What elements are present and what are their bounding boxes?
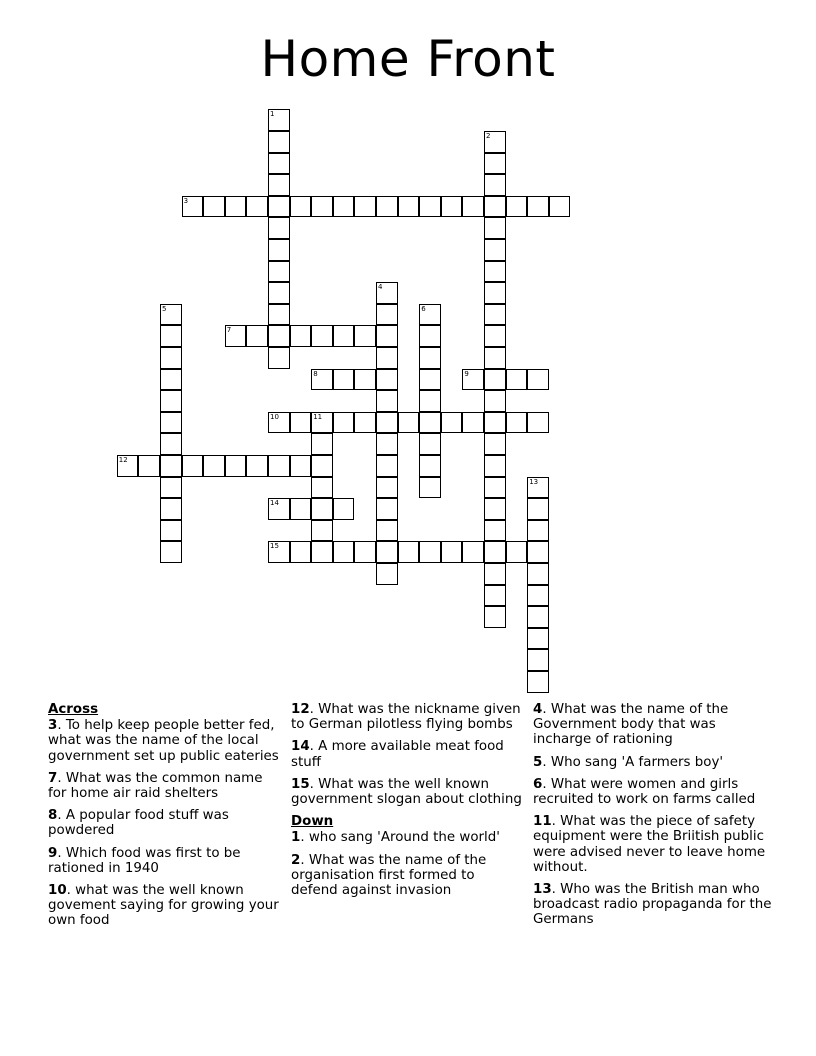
- grid-cell[interactable]: [484, 261, 506, 283]
- clue-across-12: 12. What was the nickname given to German pilotless flying bombs: [291, 702, 521, 733]
- grid-cell[interactable]: [527, 649, 549, 671]
- grid-cell[interactable]: [376, 498, 398, 520]
- grid-cell[interactable]: [268, 412, 290, 434]
- grid-cell[interactable]: [376, 563, 398, 585]
- clue-number: 10: [270, 412, 279, 421]
- clue-across-14: 14. A more available meat food stuff: [291, 739, 504, 770]
- clue-number: 13: [529, 477, 539, 486]
- grid-cell[interactable]: [160, 369, 182, 391]
- grid-cell[interactable]: [246, 196, 268, 218]
- clue-column-2: [291, 702, 523, 905]
- clue-number: 7: [226, 326, 232, 335]
- grid-cell[interactable]: [484, 498, 506, 520]
- grid-cell[interactable]: [419, 304, 441, 326]
- grid-cell[interactable]: [441, 196, 463, 218]
- clue-number: 2: [486, 132, 491, 140]
- grid-cell[interactable]: [398, 541, 420, 563]
- grid-cell[interactable]: [376, 304, 398, 326]
- grid-cell[interactable]: [354, 325, 376, 347]
- grid-cell[interactable]: [376, 433, 398, 455]
- clue-column-3: [533, 702, 773, 935]
- grid-cell[interactable]: [333, 196, 355, 218]
- clue-column-1: [48, 702, 280, 936]
- grid-cell[interactable]: [484, 131, 506, 153]
- grid-cell[interactable]: [333, 498, 355, 520]
- grid-cell[interactable]: [376, 390, 398, 412]
- grid-cell[interactable]: [311, 433, 333, 455]
- grid-cell[interactable]: [484, 239, 506, 261]
- grid-cell[interactable]: [419, 325, 441, 347]
- clue-number: 5: [162, 304, 167, 313]
- grid-cell[interactable]: [484, 304, 506, 326]
- grid-cell[interactable]: [527, 606, 549, 628]
- grid-cell[interactable]: [376, 196, 398, 218]
- clue-number: 4: [378, 283, 383, 292]
- grid-cell[interactable]: [160, 541, 182, 563]
- grid-cell[interactable]: [376, 282, 398, 304]
- grid-cell[interactable]: [527, 520, 549, 542]
- grid-cell[interactable]: [290, 196, 312, 218]
- grid-cell[interactable]: [160, 347, 182, 369]
- grid-cell[interactable]: [419, 541, 441, 563]
- grid-cell[interactable]: [441, 541, 463, 563]
- grid-cell[interactable]: [462, 196, 484, 218]
- grid-cell[interactable]: [419, 477, 441, 499]
- grid-cell[interactable]: [182, 455, 204, 477]
- grid-cell[interactable]: [268, 498, 290, 520]
- grid-cell[interactable]: [311, 412, 333, 434]
- grid-cell[interactable]: [419, 369, 441, 391]
- grid-cell[interactable]: [311, 455, 333, 477]
- grid-cell[interactable]: [398, 196, 420, 218]
- grid-cell[interactable]: [160, 498, 182, 520]
- grid-cell[interactable]: [246, 455, 268, 477]
- grid-cell[interactable]: [117, 455, 139, 477]
- grid-cell[interactable]: [484, 217, 506, 239]
- grid-cell[interactable]: [484, 541, 506, 563]
- clue-number: 9: [464, 369, 469, 378]
- grid-cell[interactable]: [268, 174, 290, 196]
- grid-cell[interactable]: [225, 325, 247, 347]
- clue-across-7: 7. What was the common name for home air raid shelters: [48, 770, 263, 802]
- grid-cell[interactable]: [527, 369, 549, 391]
- grid-cell[interactable]: [484, 563, 506, 585]
- grid-cell[interactable]: [182, 196, 204, 218]
- clue-down-11: 11. What was the piece of safety equipment were the Briitish public were advised never to leave home without.: [533, 814, 766, 875]
- grid-cell[interactable]: [419, 347, 441, 369]
- clue-number: 14: [270, 499, 279, 508]
- grid-cell[interactable]: [484, 606, 506, 628]
- grid-cell[interactable]: [311, 541, 333, 563]
- grid-cell[interactable]: [549, 196, 571, 218]
- grid-cell[interactable]: [419, 433, 441, 455]
- grid-cell[interactable]: [138, 455, 160, 477]
- grid-cell[interactable]: [268, 196, 290, 218]
- clue-number: 6: [421, 304, 426, 313]
- clue-number: 3: [183, 196, 189, 205]
- grid-cell[interactable]: [462, 412, 484, 434]
- grid-cell[interactable]: [484, 325, 506, 347]
- grid-cell[interactable]: [527, 563, 549, 585]
- grid-cell[interactable]: [527, 628, 549, 650]
- grid-cell[interactable]: [484, 282, 506, 304]
- clue-across-10: 10. what was the well known govement saying for growing your own food: [48, 883, 279, 929]
- grid-cell[interactable]: [376, 477, 398, 499]
- grid-cell[interactable]: [268, 239, 290, 261]
- grid-cell[interactable]: [376, 369, 398, 391]
- grid-cell[interactable]: [506, 196, 528, 218]
- grid-cell[interactable]: [484, 153, 506, 175]
- puzzle-title: Home Front: [260, 30, 556, 88]
- clue-across-8: 8. A popular food stuff was powdered: [48, 808, 229, 839]
- grid-cell[interactable]: [354, 541, 376, 563]
- grid-cell[interactable]: [290, 541, 312, 563]
- across-heading: Across: [48, 702, 99, 717]
- grid-cell[interactable]: [484, 520, 506, 542]
- grid-cell[interactable]: [311, 369, 333, 391]
- grid-cell[interactable]: [268, 153, 290, 175]
- grid-cell[interactable]: [333, 412, 355, 434]
- grid-cell[interactable]: [527, 412, 549, 434]
- grid-cell[interactable]: [160, 477, 182, 499]
- clue-number: 1: [270, 110, 275, 119]
- grid-cell[interactable]: [225, 455, 247, 477]
- grid-cell[interactable]: [268, 282, 290, 304]
- grid-cell[interactable]: [441, 412, 463, 434]
- grid-cell[interactable]: [527, 585, 549, 607]
- grid-cell[interactable]: [290, 498, 312, 520]
- grid-cell[interactable]: [311, 196, 333, 218]
- grid-cell[interactable]: [311, 520, 333, 542]
- grid-cell[interactable]: [506, 412, 528, 434]
- grid-cell[interactable]: [506, 541, 528, 563]
- grid-cell[interactable]: [160, 390, 182, 412]
- grid-cell[interactable]: [484, 412, 506, 434]
- grid-cell[interactable]: [268, 217, 290, 239]
- grid-cell[interactable]: [462, 541, 484, 563]
- grid-cell[interactable]: [311, 477, 333, 499]
- grid-cell[interactable]: [527, 541, 549, 563]
- grid-cell[interactable]: [268, 541, 290, 563]
- grid-cell[interactable]: [333, 325, 355, 347]
- grid-cell[interactable]: [160, 455, 182, 477]
- grid-cell[interactable]: [354, 196, 376, 218]
- clue-down-13: 13. Who was the British man who broadcast radio propaganda for the Germans: [533, 882, 772, 928]
- grid-cell[interactable]: [376, 520, 398, 542]
- grid-cell[interactable]: [484, 455, 506, 477]
- grid-cell[interactable]: [290, 455, 312, 477]
- grid-cell[interactable]: [484, 477, 506, 499]
- grid-cell[interactable]: [506, 369, 528, 391]
- grid-cell[interactable]: [268, 261, 290, 283]
- grid-cell[interactable]: [354, 412, 376, 434]
- grid-cell[interactable]: [290, 325, 312, 347]
- grid-cell[interactable]: [376, 455, 398, 477]
- grid-cell[interactable]: [160, 412, 182, 434]
- grid-cell[interactable]: [290, 412, 312, 434]
- grid-cell[interactable]: [527, 671, 549, 693]
- grid-cell[interactable]: [225, 196, 247, 218]
- grid-cell[interactable]: [527, 498, 549, 520]
- grid-cell[interactable]: [376, 325, 398, 347]
- grid-cell[interactable]: [160, 304, 182, 326]
- grid-cell[interactable]: [268, 304, 290, 326]
- grid-cell[interactable]: [160, 325, 182, 347]
- grid-cell[interactable]: [203, 455, 225, 477]
- clue-number: 15: [270, 542, 279, 551]
- grid-cell[interactable]: [484, 174, 506, 196]
- grid-cell[interactable]: [484, 390, 506, 412]
- grid-cell[interactable]: [419, 390, 441, 412]
- grid-cell[interactable]: [484, 196, 506, 218]
- grid-cell[interactable]: [246, 325, 268, 347]
- grid-cell[interactable]: [376, 347, 398, 369]
- grid-cell[interactable]: [268, 131, 290, 153]
- clue-across-9: 9. Which food was first to be rationed in 1940: [48, 845, 241, 876]
- clue-number: 8: [313, 369, 318, 378]
- down-heading: Down: [291, 814, 334, 830]
- grid-cell[interactable]: [484, 347, 506, 369]
- grid-cell[interactable]: [484, 585, 506, 607]
- clue-down-5: 5. Who sang 'A farmers boy': [533, 754, 724, 770]
- grid-cell[interactable]: [527, 477, 549, 499]
- grid-cell[interactable]: [419, 412, 441, 434]
- clue-down-1: 1. who sang 'Around the world': [291, 830, 500, 846]
- grid-cell[interactable]: [484, 369, 506, 391]
- grid-cell[interactable]: [398, 412, 420, 434]
- clue-down-6: 6. What were women and girls recruited to work on farms called: [533, 776, 756, 808]
- clue-across-15: 15. What was the well known government slogan about clothing: [291, 776, 522, 808]
- grid-cell[interactable]: [311, 498, 333, 520]
- grid-cell[interactable]: [268, 455, 290, 477]
- grid-cell[interactable]: [376, 541, 398, 563]
- grid-cell[interactable]: [419, 196, 441, 218]
- clue-number: 11: [313, 412, 323, 421]
- grid-cell[interactable]: [268, 325, 290, 347]
- clue-down-2: 2. What was the name of the organisation first formed to defend against invasion: [291, 852, 487, 899]
- grid-cell[interactable]: [268, 109, 290, 131]
- grid-cell[interactable]: [268, 347, 290, 369]
- grid-cell[interactable]: [419, 455, 441, 477]
- grid-cell[interactable]: [160, 433, 182, 455]
- grid-cell[interactable]: [527, 196, 549, 218]
- clue-number: 12: [118, 456, 128, 464]
- clue-across-3: 3. To help keep people better fed, what was the name of the local government set up public eateries: [48, 718, 279, 764]
- grid-cell[interactable]: [203, 196, 225, 218]
- grid-cell[interactable]: [333, 541, 355, 563]
- grid-cell[interactable]: [354, 369, 376, 391]
- grid-cell[interactable]: [333, 369, 355, 391]
- grid-cell[interactable]: [484, 433, 506, 455]
- grid-cell[interactable]: [376, 412, 398, 434]
- grid-cell[interactable]: [311, 325, 333, 347]
- clue-down-4: 4. What was the name of the Government body that was incharge of rationing: [533, 702, 729, 748]
- grid-cell[interactable]: [160, 520, 182, 542]
- grid-cell[interactable]: [462, 369, 484, 391]
